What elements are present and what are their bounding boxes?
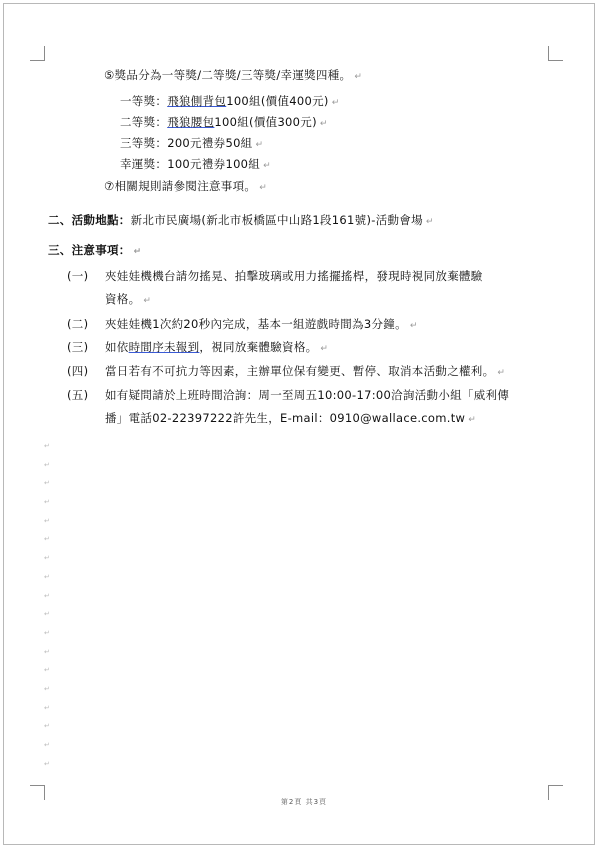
- prize-lucky-text: 幸運獎：100元禮券100組: [120, 157, 261, 171]
- paragraph-mark: ↵: [354, 72, 363, 82]
- note-5-line2: [105, 411, 476, 427]
- prize-second-item: 飛狼腰包: [167, 115, 215, 129]
- rule-7-text: ⑦相關規則請參閱注意事項。: [104, 179, 257, 193]
- paragraph-mark: ↵: [263, 161, 271, 171]
- note-3-text-post: ，視同放棄體驗資格。: [199, 340, 318, 354]
- note-1-num: [67, 269, 88, 283]
- paragraph-mark: ↵: [320, 344, 329, 354]
- note-2-line: [105, 317, 418, 333]
- note-3-num: [67, 340, 88, 354]
- note-1-text-2: 資格。: [105, 292, 141, 306]
- paragraph-mark: ↵: [143, 296, 152, 306]
- paragraph-mark: ↵: [425, 217, 434, 227]
- paragraph-mark: ↵: [319, 119, 328, 129]
- page-number: 第2頁 共3頁: [280, 798, 328, 806]
- note-1-number: (一): [67, 269, 89, 283]
- note-1-line2: [105, 292, 151, 308]
- note-4-number: (四): [67, 364, 89, 378]
- paragraph-mark: ↵: [497, 368, 506, 378]
- prize-third-text: 三等獎：200元禮券50組: [120, 136, 253, 150]
- empty-paragraph-marks: ↵ ↵ ↵ ↵ ↵ ↵ ↵ ↵ ↵ ↵ ↵ ↵ ↵ ↵ ↵ ↵ ↵ ↵: [44, 442, 50, 768]
- prize-first-label: 一等獎：: [120, 94, 168, 108]
- note-2-text: 夾娃娃機1次約20秒內完成，基本一組遊戲時間為3分鐘。: [105, 317, 407, 331]
- note-3-underlined: 時間序未報到: [128, 340, 200, 354]
- crop-mark-top-right: [548, 46, 563, 61]
- paragraph-mark: ↵: [259, 183, 268, 193]
- note-2-num: [67, 317, 88, 331]
- note-3-text-pre: 如依: [105, 340, 129, 354]
- prize-first-detail: 100組(價值400元): [226, 94, 329, 108]
- prize-first-item: 飛狼側背包: [167, 94, 227, 108]
- paragraph-mark: ↵: [255, 140, 264, 150]
- prize-first: [120, 94, 340, 110]
- note-1-line1: [105, 269, 483, 283]
- note-3-number: (三): [67, 340, 89, 354]
- prize-second-label: 二等獎：: [120, 115, 168, 129]
- location-label: 二、活動地點：: [48, 213, 131, 227]
- crop-mark-top-left: [30, 46, 45, 61]
- prize-intro: [104, 68, 362, 84]
- note-4-line: [105, 364, 505, 380]
- rule-7: [104, 179, 267, 195]
- note-2-number: (二): [67, 317, 89, 331]
- note-5-text-2: 播」電話02-22397222許先生，E-mail：0910@wallace.com.tw: [105, 411, 466, 425]
- page-footer: [4, 797, 600, 807]
- paragraph-mark: ↵: [409, 321, 418, 331]
- prize-second: [120, 115, 328, 131]
- location-text: 新北市民廣場(新北市板橋區中山路1段161號)-活動會場: [130, 213, 423, 227]
- paragraph-mark: ↵: [331, 98, 340, 108]
- note-4-num: [67, 364, 88, 378]
- note-5-number: (五): [67, 388, 89, 402]
- notes-heading-text: 三、注意事項：: [48, 243, 131, 257]
- note-1-text-1: 夾娃娃機機台請勿搖晃、拍擊玻璃或用力搖擺搖桿，發現時視同放棄體驗: [105, 269, 483, 283]
- document-page: [3, 3, 595, 845]
- notes-heading: [48, 243, 141, 259]
- note-5-line1: [105, 388, 509, 402]
- note-5-num: [67, 388, 88, 402]
- prize-lucky: [120, 157, 271, 173]
- note-5-text-1: 如有疑問請於上班時間洽詢：周一至周五10:00-17:00洽詢活動小組「威利傳: [105, 388, 510, 402]
- paragraph-mark: ↵: [133, 247, 142, 257]
- note-4-text: 當日若有不可抗力等因素，主辦單位保有變更、暫停、取消本活動之權利。: [105, 364, 495, 378]
- prize-intro-text: ⑤獎品分為一等獎/二等獎/三等獎/幸運獎四種。: [104, 68, 352, 82]
- paragraph-mark: ↵: [468, 415, 477, 425]
- prize-second-detail: 100組(價值300元): [214, 115, 317, 129]
- location-line: [48, 213, 434, 229]
- note-3-line: [105, 340, 328, 356]
- prize-third: [120, 136, 263, 152]
